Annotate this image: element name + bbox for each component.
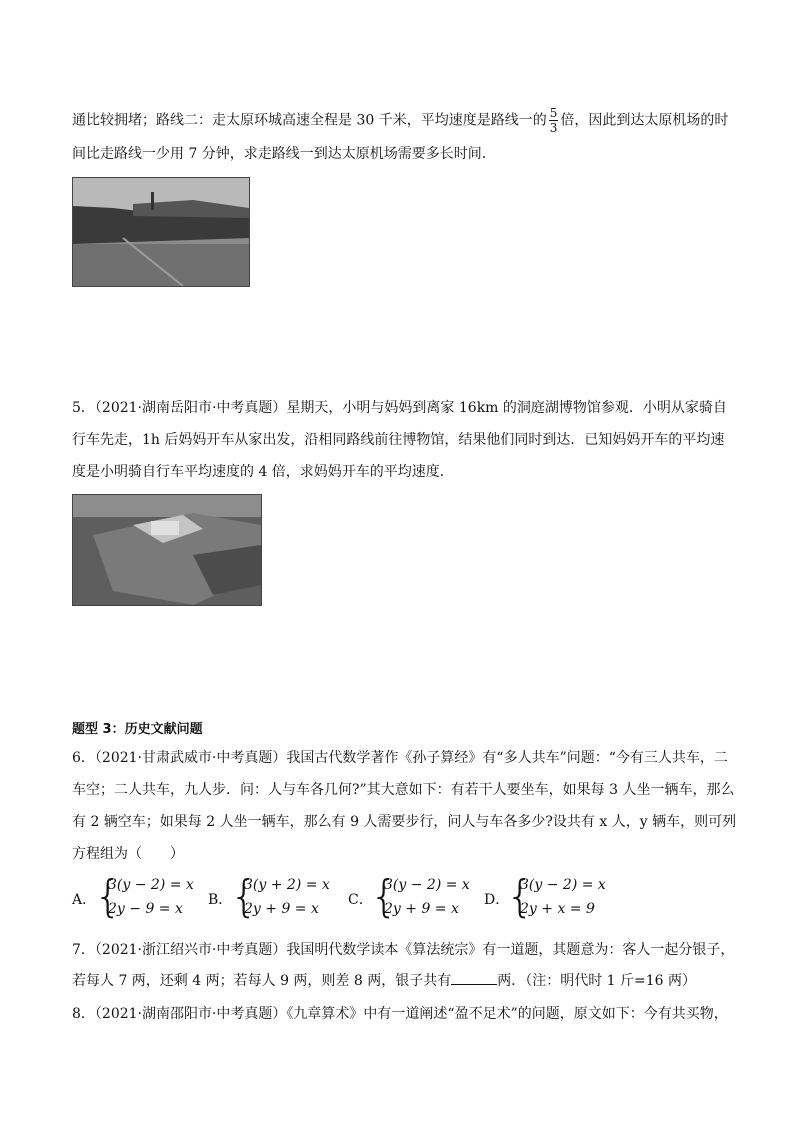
q4-text-b: 倍，因此到达太原机场的时 [560,112,729,129]
fraction-five-thirds: $\frac{5}{3}$ [549,106,558,135]
q4-text-a: 通比较拥堵；路线二：走太原环城高速全程是 30 千米，平均速度是路线一的 [72,112,547,129]
q6-options: A． { 3(y − 2) = x 2y − 9 = x B． { 3(y + 2) = x 2y + 9 = x C． { 3(y − 2) = x 2y + 9 = x D． { 3(y − 2) = x 2y + x = 9 [72,871,606,922]
brace-icon: { [230,871,258,922]
q5-line-2: 行车先走，1h 后妈妈开车从家出发，沿相同路线前往博物馆，结果他们同时到达．已知妈妈开车的平均速 [72,432,725,448]
brace-icon: { [506,871,534,922]
q6-line-4: 方程组为（ ） [72,846,184,862]
q6-line-3: 有 2 辆空车；如果每 2 人坐一辆车，那么有 9 人需要步行，问人与车各多少?设共有 x 人，y 辆车，则可列 [72,814,737,830]
q5-line-1: 5．（2021·湖南岳阳市·中考真题）星期天，小明与妈妈到离家 16km 的洞庭湖博物馆参观．小明从家骑自 [72,400,727,416]
q4-line-2: 间比走路线一少用 7 分钟，求走路线一到达太原机场需要多长时间． [72,146,496,162]
brace-icon: { [94,871,122,922]
airport-photo [72,177,250,287]
q6-line-1: 6．（2021·甘肃武威市·中考真题）我国古代数学著作《孙子算经》有“多人共车”问题：“今有三人共车，二 [72,750,728,766]
museum-photo [72,494,262,606]
section-heading: 题型 3：历史文献问题 [72,722,203,737]
q7-line-1: 7．（2021·浙江绍兴市·中考真题）我国明代数学读本《算法统宗》有一道题，其题意为：客人一起分银子， [72,942,735,958]
q7-line-2 [72,970,722,991]
q4-line-1 [72,106,729,135]
q6-line-2: 车空；二人共车，九人步．问：人与车各几何?”其大意如下：有若干人要坐车，如果每 3 人坐一辆车，那么 [72,782,735,798]
answer-blank[interactable] [451,970,497,985]
q7-text-b: 两．（注：明代时 1 斤=16 两） [497,973,697,989]
q7-text-a: 若每人 7 两，还剩 4 两；若每人 9 两，则差 8 两，银子共有 [72,973,452,989]
brace-icon: { [370,871,398,922]
q5-line-3: 度是小明骑自行车平均速度的 4 倍，求妈妈开车的平均速度． [72,464,454,480]
q8-line-1: 8．（2021·湖南邵阳市·中考真题）《九章算术》中有一道阐述“盈不足术”的问题，原文如下：今有共买物， [72,1006,728,1022]
